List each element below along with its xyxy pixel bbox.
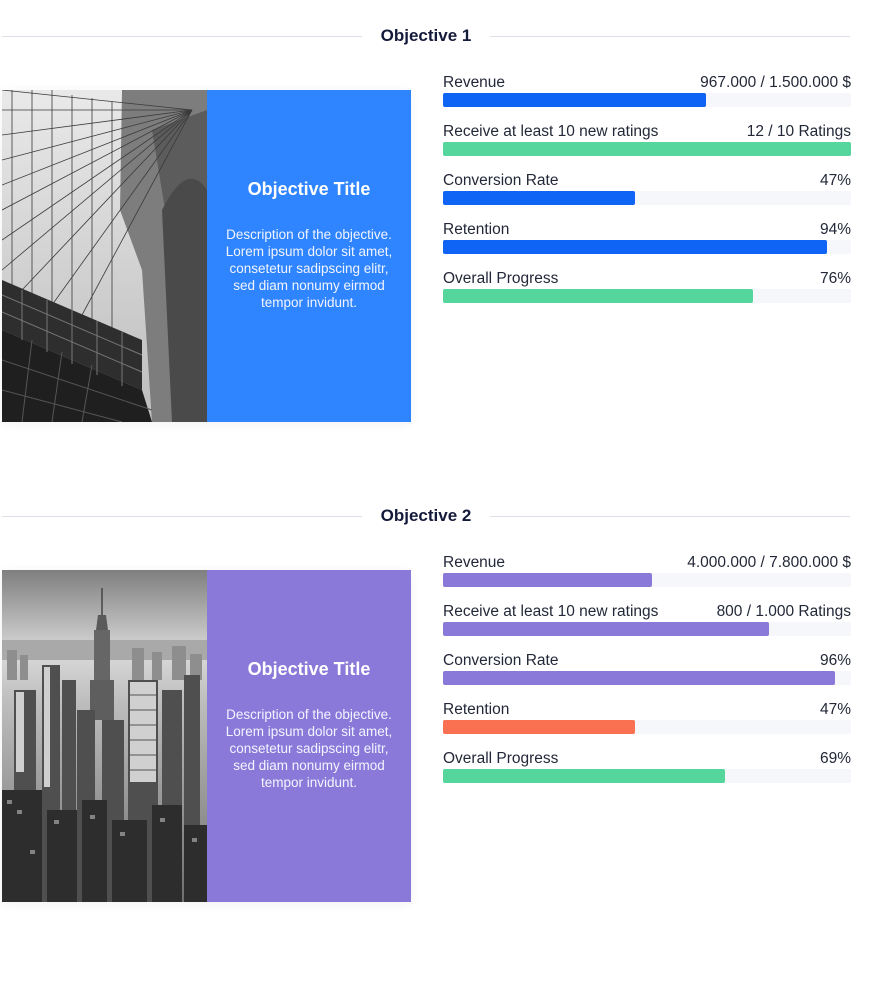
metric-label: Retention bbox=[443, 701, 510, 718]
progress-fill bbox=[443, 769, 725, 783]
objective-title: Objective Title bbox=[247, 179, 371, 199]
divider-line bbox=[2, 36, 362, 37]
metric-overall-progress bbox=[443, 268, 851, 317]
objective-card[interactable] bbox=[2, 90, 411, 422]
progress-fill bbox=[443, 289, 753, 303]
progress-fill bbox=[443, 93, 706, 107]
metric-ratings bbox=[443, 121, 851, 170]
objective-panel bbox=[207, 570, 411, 902]
progress-track bbox=[443, 240, 851, 254]
metric-value: 967.000 / 1.500.000 $ bbox=[700, 74, 851, 91]
progress-fill bbox=[443, 671, 835, 685]
progress-fill bbox=[443, 573, 652, 587]
bridge-photo bbox=[2, 90, 207, 422]
metric-value: 76% bbox=[819, 270, 851, 287]
metric-value: 800 / 1.000 Ratings bbox=[716, 603, 851, 620]
metric-overall-progress bbox=[443, 748, 851, 797]
objective-title: Objective Title bbox=[247, 659, 371, 679]
metric-value: 96% bbox=[819, 652, 851, 669]
divider-line bbox=[2, 516, 362, 517]
progress-track bbox=[443, 289, 851, 303]
metric-label: Retention bbox=[443, 221, 510, 238]
metric-value: 94% bbox=[819, 221, 851, 238]
objective-heading: Objective 2 bbox=[380, 506, 472, 525]
metric-label: Revenue bbox=[443, 554, 506, 571]
metrics-list bbox=[443, 552, 851, 797]
progress-track bbox=[443, 142, 851, 156]
objective-panel bbox=[207, 90, 411, 422]
metric-value: 47% bbox=[819, 172, 851, 189]
metric-label: Overall Progress bbox=[443, 750, 559, 767]
metric-revenue bbox=[443, 552, 851, 601]
objective-card[interactable] bbox=[2, 570, 411, 902]
progress-track bbox=[443, 191, 851, 205]
metrics-list bbox=[443, 72, 851, 317]
metric-conversion-rate bbox=[443, 170, 851, 219]
progress-track bbox=[443, 671, 851, 685]
progress-fill bbox=[443, 240, 827, 254]
progress-fill bbox=[443, 191, 635, 205]
metric-value: 69% bbox=[819, 750, 851, 767]
progress-fill bbox=[443, 720, 635, 734]
metric-label: Revenue bbox=[443, 74, 506, 91]
objective-heading: Objective 1 bbox=[380, 26, 472, 45]
progress-track bbox=[443, 93, 851, 107]
progress-track bbox=[443, 622, 851, 636]
objective-description: Description of the objective. Lorem ipsum dolor sit amet, consetetur sadipscing elitr, sed diam nonumy eirmod tempor invidunt. bbox=[225, 227, 393, 310]
divider-line bbox=[490, 516, 850, 517]
metric-label: Receive at least 10 new ratings bbox=[443, 603, 659, 620]
metric-ratings bbox=[443, 601, 851, 650]
progress-track bbox=[443, 573, 851, 587]
metric-label: Conversion Rate bbox=[443, 172, 559, 189]
city-skyline-photo bbox=[2, 570, 207, 902]
metric-retention bbox=[443, 219, 851, 268]
metric-revenue bbox=[443, 72, 851, 121]
metric-conversion-rate bbox=[443, 650, 851, 699]
metric-retention bbox=[443, 699, 851, 748]
metric-value: 47% bbox=[819, 701, 851, 718]
progress-fill bbox=[443, 142, 851, 156]
metric-label: Overall Progress bbox=[443, 270, 559, 287]
objective-header bbox=[2, 504, 850, 528]
objective-description: Description of the objective. Lorem ipsum dolor sit amet, consetetur sadipscing elitr, sed diam nonumy eirmod tempor invidunt. bbox=[225, 707, 393, 790]
metric-value: 4.000.000 / 7.800.000 $ bbox=[687, 554, 851, 571]
metric-label: Conversion Rate bbox=[443, 652, 559, 669]
progress-track bbox=[443, 720, 851, 734]
divider-line bbox=[490, 36, 850, 37]
progress-track bbox=[443, 769, 851, 783]
metric-value: 12 / 10 Ratings bbox=[746, 123, 851, 140]
metric-label: Receive at least 10 new ratings bbox=[443, 123, 659, 140]
objective-header bbox=[2, 24, 850, 48]
progress-fill bbox=[443, 622, 769, 636]
